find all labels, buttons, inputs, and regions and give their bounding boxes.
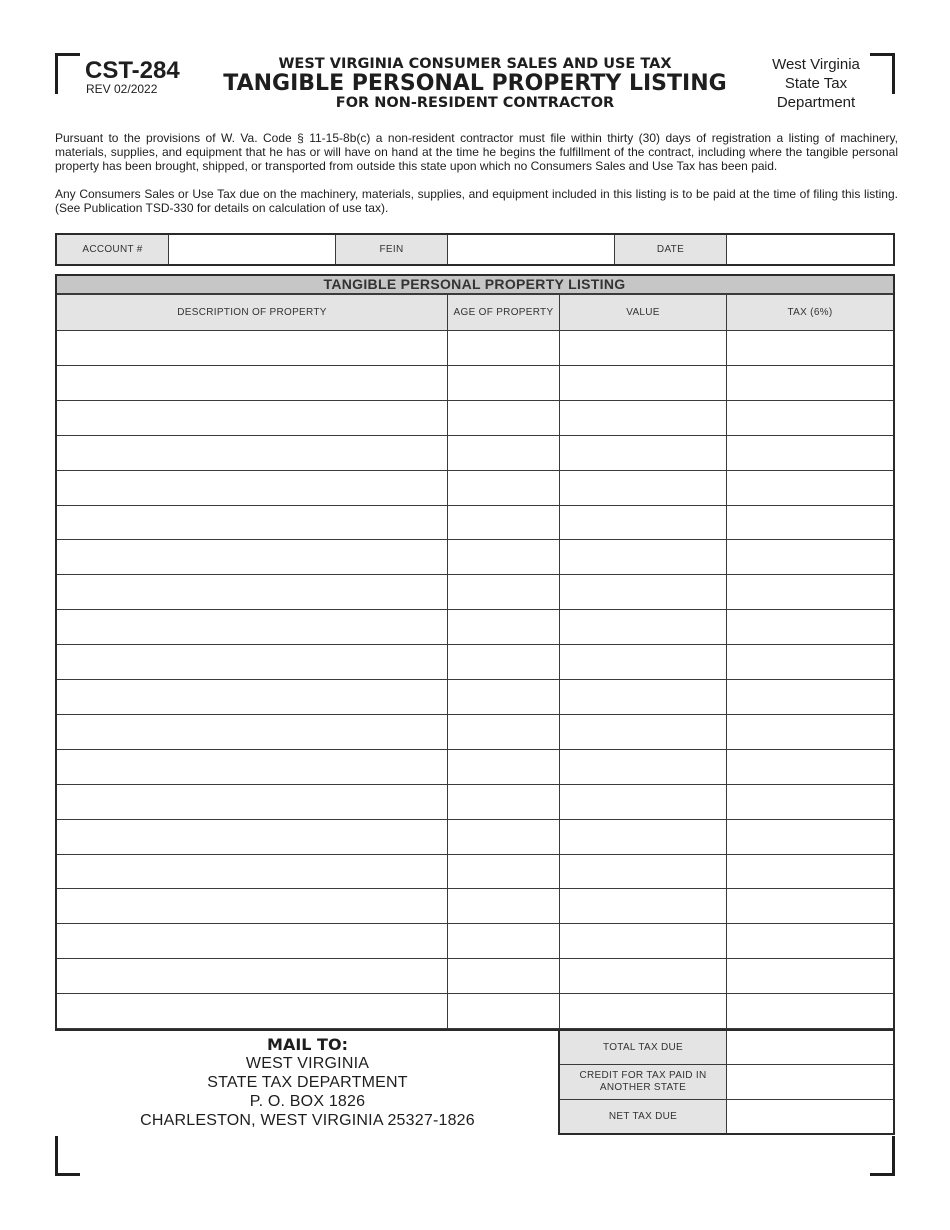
listing-cell-tax[interactable] (726, 400, 894, 436)
listing-cell-description[interactable] (56, 609, 448, 645)
corner-mark-top-right (870, 53, 895, 94)
listing-cell-description[interactable] (56, 993, 448, 1029)
listing-cell-tax[interactable] (726, 749, 894, 785)
listing-cell-age[interactable] (447, 400, 560, 436)
listing-cell-value[interactable] (559, 435, 727, 471)
form-heading-line1: WEST VIRGINIA CONSUMER SALES AND USE TAX (278, 56, 672, 72)
listing-cell-description[interactable] (56, 714, 448, 750)
listing-cell-tax[interactable] (726, 714, 894, 750)
listing-cell-age[interactable] (447, 644, 560, 680)
listing-cell-value[interactable] (559, 923, 727, 959)
listing-cell-value[interactable] (559, 749, 727, 785)
listing-cell-age[interactable] (447, 574, 560, 610)
net-tax-due-field[interactable] (726, 1099, 894, 1134)
listing-cell-age[interactable] (447, 714, 560, 750)
listing-cell-tax[interactable] (726, 539, 894, 575)
listing-cell-description[interactable] (56, 330, 448, 366)
listing-cell-value[interactable] (559, 400, 727, 436)
listing-cell-description[interactable] (56, 435, 448, 471)
listing-cell-age[interactable] (447, 749, 560, 785)
fein-field[interactable] (447, 234, 615, 265)
listing-cell-age[interactable] (447, 470, 560, 506)
account-number-field[interactable] (168, 234, 336, 265)
listing-cell-tax[interactable] (726, 958, 894, 994)
fein-label: FEIN (335, 234, 448, 265)
form-number: CST-284 (85, 57, 180, 84)
listing-cell-tax[interactable] (726, 644, 894, 680)
listing-cell-description[interactable] (56, 470, 448, 506)
listing-cell-tax[interactable] (726, 574, 894, 610)
listing-cell-age[interactable] (447, 609, 560, 645)
listing-cell-description[interactable] (56, 854, 448, 889)
listing-cell-age[interactable] (447, 679, 560, 715)
column-header-age: AGE OF PROPERTY (447, 294, 560, 331)
listing-cell-value[interactable] (559, 365, 727, 401)
corner-mark-bottom-right (870, 1136, 895, 1176)
instructions-paragraph-1: Pursuant to the provisions of W. Va. Code § 11-15-8b(c) a non-resident contractor must file within thirty (30) days of registration a listing of machinery, materials, supplies, and equipment that he has or will have on hand at the time he begins the fulfillment of the contract, including where the tangible personal property has been brought, shipped, or transported from outside this state upon which no Consumers Sales and Use Tax has been paid. (55, 131, 898, 173)
listing-cell-description[interactable] (56, 400, 448, 436)
listing-cell-tax[interactable] (726, 365, 894, 401)
form-title: TANGIBLE PERSONAL PROPERTY LISTING (223, 71, 727, 96)
listing-cell-age[interactable] (447, 784, 560, 820)
account-label: ACCOUNT # (56, 234, 169, 265)
credit-tax-paid-field[interactable] (726, 1064, 894, 1100)
total-tax-due-field[interactable] (726, 1030, 894, 1065)
column-header-description: DESCRIPTION OF PROPERTY (56, 294, 448, 331)
listing-cell-value[interactable] (559, 470, 727, 506)
column-header-tax: TAX (6%) (726, 294, 894, 331)
listing-cell-value[interactable] (559, 819, 727, 855)
listing-cell-tax[interactable] (726, 854, 894, 889)
department-line: West Virginia (772, 56, 860, 73)
listing-cell-value[interactable] (559, 330, 727, 366)
listing-cell-tax[interactable] (726, 470, 894, 506)
listing-cell-value[interactable] (559, 644, 727, 680)
listing-cell-age[interactable] (447, 888, 560, 924)
listing-cell-age[interactable] (447, 923, 560, 959)
listing-cell-age[interactable] (447, 958, 560, 994)
department-line: Department (776, 94, 856, 111)
listing-cell-description[interactable] (56, 784, 448, 820)
listing-cell-value[interactable] (559, 574, 727, 610)
net-tax-due-label: NET TAX DUE (559, 1099, 727, 1134)
listing-cell-value[interactable] (559, 993, 727, 1029)
total-tax-due-label: TOTAL TAX DUE (559, 1030, 727, 1065)
listing-cell-age[interactable] (447, 435, 560, 471)
listing-cell-description[interactable] (56, 644, 448, 680)
corner-mark-top-left (55, 53, 80, 94)
listing-cell-tax[interactable] (726, 330, 894, 366)
listing-cell-description[interactable] (56, 574, 448, 610)
department-name (760, 55, 872, 112)
listing-cell-description[interactable] (56, 679, 448, 715)
listing-cell-value[interactable] (559, 539, 727, 575)
listing-cell-tax[interactable] (726, 993, 894, 1029)
listing-cell-tax[interactable] (726, 609, 894, 645)
listing-cell-value[interactable] (559, 854, 727, 889)
listing-cell-description[interactable] (56, 365, 448, 401)
form-revision: REV 02/2022 (86, 82, 158, 96)
department-line: State Tax (784, 75, 848, 92)
listing-cell-description[interactable] (56, 958, 448, 994)
listing-cell-age[interactable] (447, 993, 560, 1029)
corner-mark-bottom-left (55, 1136, 80, 1176)
listing-cell-value[interactable] (559, 609, 727, 645)
listing-cell-description[interactable] (56, 888, 448, 924)
listing-section-title: TANGIBLE PERSONAL PROPERTY LISTING (56, 275, 893, 294)
mail-address-line: CHARLESTON, WEST VIRGINIA 25327-1826 (140, 1112, 475, 1129)
listing-cell-age[interactable] (447, 854, 560, 889)
date-label: DATE (614, 234, 727, 265)
listing-cell-age[interactable] (447, 365, 560, 401)
listing-cell-age[interactable] (447, 330, 560, 366)
form-subtitle: FOR NON-RESIDENT CONTRACTOR (335, 95, 615, 111)
listing-cell-description[interactable] (56, 923, 448, 959)
listing-cell-value[interactable] (559, 888, 727, 924)
listing-cell-description[interactable] (56, 539, 448, 575)
mail-to-title: MAIL TO: (267, 1035, 348, 1054)
listing-cell-value[interactable] (559, 958, 727, 994)
listing-cell-value[interactable] (559, 505, 727, 540)
listing-cell-tax[interactable] (726, 505, 894, 540)
listing-cell-tax[interactable] (726, 819, 894, 855)
column-header-value: VALUE (559, 294, 727, 331)
listing-cell-age[interactable] (447, 819, 560, 855)
listing-cell-tax[interactable] (726, 784, 894, 820)
listing-cell-tax[interactable] (726, 888, 894, 924)
instructions-paragraph-2: Any Consumers Sales or Use Tax due on the machinery, materials, supplies, and equipment included in this listing is to be paid at the time of filing this listing. (See Publication TSD-330 for details on calculation of use tax). (55, 187, 898, 215)
mail-address-line: STATE TAX DEPARTMENT (207, 1074, 408, 1091)
mail-address-line: P. O. BOX 1826 (249, 1093, 366, 1110)
credit-tax-paid-label: CREDIT FOR TAX PAID IN ANOTHER STATE (559, 1064, 727, 1100)
listing-cell-description[interactable] (56, 819, 448, 855)
listing-cell-description[interactable] (56, 749, 448, 785)
listing-cell-age[interactable] (447, 505, 560, 540)
listing-cell-description[interactable] (56, 505, 448, 540)
listing-cell-tax[interactable] (726, 679, 894, 715)
listing-cell-value[interactable] (559, 784, 727, 820)
mail-address-line: WEST VIRGINIA (245, 1055, 370, 1072)
listing-cell-tax[interactable] (726, 435, 894, 471)
listing-cell-value[interactable] (559, 714, 727, 750)
listing-cell-value[interactable] (559, 679, 727, 715)
listing-cell-tax[interactable] (726, 923, 894, 959)
listing-cell-age[interactable] (447, 539, 560, 575)
date-field[interactable] (726, 234, 894, 265)
